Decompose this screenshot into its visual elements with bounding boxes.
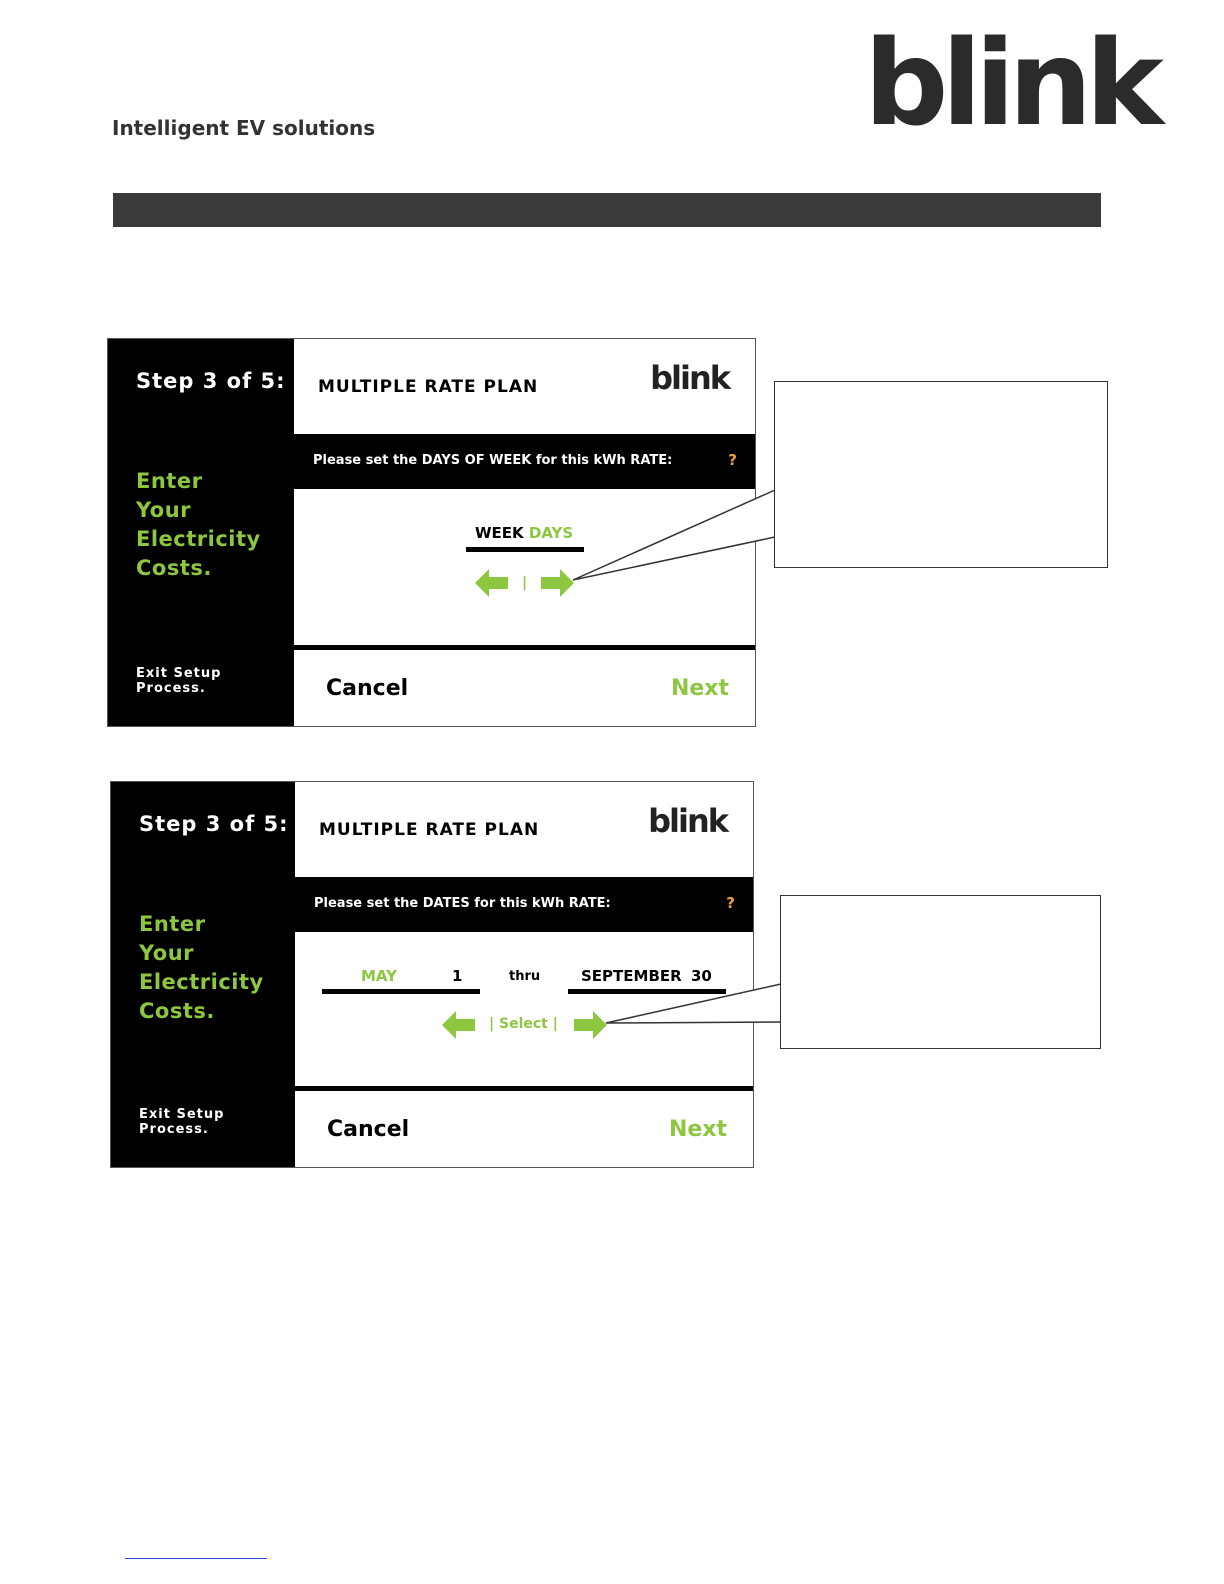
exit-setup-label: Exit Setup Process. bbox=[139, 1107, 225, 1137]
exit-setup-label: Exit Setup Process. bbox=[136, 666, 222, 696]
selector-separator: | bbox=[522, 575, 528, 591]
help-button[interactable]: ? bbox=[726, 894, 735, 912]
thru-label: thru bbox=[509, 969, 541, 984]
page-title: MULTIPLE RATE PLAN bbox=[318, 377, 539, 397]
cancel-button[interactable]: Cancel bbox=[326, 676, 409, 701]
next-button[interactable]: Next bbox=[668, 1117, 727, 1142]
tagline: Intelligent EV solutions bbox=[112, 116, 376, 140]
end-month-field[interactable]: SEPTEMBER bbox=[581, 967, 682, 985]
side-heading: Enter Your Electricity Costs. bbox=[139, 912, 264, 1023]
prompt-text: Please set the DATES for this kWh RATE: bbox=[314, 896, 611, 911]
cancel-button[interactable]: Cancel bbox=[327, 1117, 410, 1142]
next-button[interactable]: Next bbox=[670, 676, 729, 701]
blink-logo: blink bbox=[864, 14, 1157, 152]
help-button[interactable]: ? bbox=[728, 451, 737, 469]
side-heading: Enter Your Electricity Costs. bbox=[136, 469, 261, 580]
blink-logo-small: blink bbox=[648, 802, 727, 840]
footer-link-underline bbox=[125, 1558, 267, 1559]
callout-box-2 bbox=[780, 895, 1101, 1049]
step-label: Step 3 of 5: bbox=[139, 812, 289, 836]
blink-logo-small: blink bbox=[650, 359, 729, 397]
prompt-text: Please set the DAYS OF WEEK for this kWh RATE: bbox=[313, 453, 673, 468]
select-label: | Select | bbox=[489, 1016, 558, 1032]
start-day-field[interactable]: 1 bbox=[452, 967, 463, 985]
callout-box-1 bbox=[774, 381, 1108, 568]
start-month-field[interactable]: MAY bbox=[361, 967, 397, 985]
day-selector-value: WEEK DAYS bbox=[475, 524, 574, 542]
end-day-field[interactable]: 30 bbox=[691, 967, 712, 985]
step-label: Step 3 of 5: bbox=[136, 369, 286, 393]
page-title: MULTIPLE RATE PLAN bbox=[319, 820, 540, 840]
